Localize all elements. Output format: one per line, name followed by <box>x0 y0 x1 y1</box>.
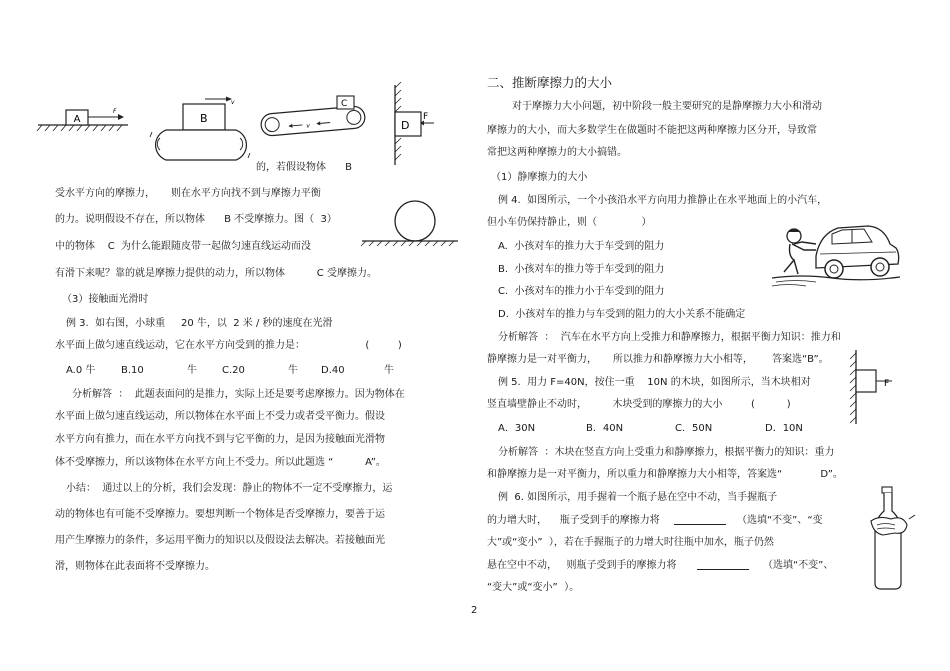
example-3-option-a: A.0 牛 <box>66 365 96 376</box>
block-a-label: A <box>73 114 81 125</box>
diagram-block-d <box>395 82 434 165</box>
block-c-label: C <box>341 99 348 109</box>
left-line-4: 中的物体 C 为什么能跟随皮带一起做匀速直线运动而没 <box>55 241 312 252</box>
block-d-label: D <box>401 119 410 132</box>
example-5-option-d: D．10N <box>765 423 803 434</box>
left-line-3: 的力。说明假设不存在，所以物体 B 不受摩擦力。图（ 3） <box>55 214 337 225</box>
example-6-blank-1-suffix: （选填“不变”、“变 <box>737 515 823 526</box>
example-5-analysis-1: 分析解答 ：木块在竖直方向上受重力和静摩擦力，根据平衡力的知识：重力 <box>498 447 835 458</box>
example-3-unit-b: 牛 <box>187 365 197 376</box>
example-4-option-a: A. 小孩对车的推力大于车受到的阻力 <box>498 241 665 252</box>
force-f-label: F <box>113 108 117 115</box>
block-against-wall-figure <box>848 348 908 428</box>
example-6-blank-1-prefix: 的力增大时， 瓶子受到手的摩擦力将 <box>487 515 660 526</box>
subheading-static-friction: （1）静摩擦力的大小 <box>491 172 588 183</box>
page-number: 2 <box>471 605 478 616</box>
intro-line-3: 常把这两种摩擦力的大小搞错。 <box>487 147 627 158</box>
example-5-question: 例 5. 用力 F=40N，按住一重 10N 的木块，如图所示，当木块相对 <box>498 377 811 388</box>
example-6-blank-2-suffix: （选填“不变”、 <box>763 560 834 571</box>
example-4-analysis-1: 分析解答 ： 汽车在水平方向上受推力和静摩擦力，根据平衡力知识：推力和 <box>498 332 841 343</box>
example-4-question: 例 4. 如图所示，一个小孩沿水平方向用力推静止在水平地面上的小汽车， <box>498 195 828 206</box>
velocity-v-label: v <box>231 99 235 106</box>
left-line-1: 的，若假设物体 B <box>256 162 352 173</box>
belt-velocity-label: v <box>306 122 311 130</box>
example-3-analysis-2: 水平面上做匀速直线运动，所以物体在水平面上不受力或者受平衡力。假设 <box>55 411 385 422</box>
example-3-unit-d: 牛 <box>384 365 394 376</box>
intro-line-1: 对于摩擦力大小问题，初中阶段一般主要研究的是静摩擦力大小和滑动 <box>512 101 822 112</box>
hand-holding-bottle-figure <box>865 485 915 595</box>
example-3-analysis-4: 体不受摩擦力，所以该物体在水平方向上不受力。所以此题选 “ A”。 <box>55 457 386 468</box>
example-5-option-a: A．30N <box>498 423 536 434</box>
example-5-option-c: C．50N <box>675 423 713 434</box>
diagram-block-b <box>150 97 250 161</box>
child-pushing-car-figure <box>772 214 902 294</box>
example-3-analysis-1: 分析解答 ： 此题表面问的是推力，实际上还是要考虑摩擦力。因为物体在 <box>72 389 405 400</box>
example-4-question-cont: 但小车仍保持静止，则（ ） <box>487 217 652 228</box>
answer-blank-2[interactable] <box>697 569 749 570</box>
left-line-5: 有滑下来呢？靠的就是摩擦力提供的动力，所以物体 C 受摩擦力。 <box>55 268 377 279</box>
example-4-option-c: C. 小孩对车的推力小于车受到的阻力 <box>498 286 665 297</box>
example-3-question-cont: 水平面上做匀速直线运动，它在水平方向受到的推力是： ( ) <box>55 340 402 351</box>
left-line-2: 受水平方向的摩擦力， 则在水平方向找不到与摩擦力平衡 <box>55 188 321 199</box>
answer-blank-1[interactable] <box>674 524 726 525</box>
force-f2-label: F <box>423 112 429 122</box>
block-b-label: B <box>200 112 208 125</box>
summary-line-2: 动的物体也有可能不受摩擦力。要想判断一个物体是否受摩擦力，要善于运 <box>55 509 385 520</box>
example-3-analysis-3: 水平方向有推力，而在水平方向找不到与它平衡的力，是因为接触面光滑物 <box>55 434 385 445</box>
example-6-line-5: “变大”或“变小” ）。 <box>487 582 580 593</box>
example-4-option-b: B. 小孩对车的推力等于车受到的阻力 <box>498 264 665 275</box>
left-subheading-smooth: （3）接触面光滑时 <box>62 294 149 305</box>
section-title: 二、推断摩擦力的大小 <box>487 75 613 90</box>
summary-line-3: 用产生摩擦力的条件，多运用平衡力的知识以及假设法去解决。若接触面光 <box>55 535 385 546</box>
example-5-force-label: F <box>884 379 890 389</box>
summary-line-4: 滑，则物体在此表面将不受摩擦力。 <box>55 561 215 572</box>
example-3-option-b: B.10 <box>121 365 144 376</box>
friction-diagrams-figure <box>0 0 470 170</box>
example-6-blank-2-prefix: 悬在空中不动， 则瓶子受到手的摩擦力将 <box>487 560 677 571</box>
example-3-option-d: D.40 <box>321 365 345 376</box>
example-5-option-b: B．40N <box>586 423 624 434</box>
example-3-question: 例 3. 如右图，小球重 20 牛，以 2 米 / 秒的速度在光滑 <box>66 318 333 329</box>
ball-on-surface-figure <box>350 195 460 255</box>
example-5-question-cont: 竖直墙壁静止不动时， 木块受到的摩擦力的大小 ( ) <box>487 399 791 410</box>
example-4-option-d: D. 小孩对车的推力与车受到的阻力的大小关系不能确定 <box>498 309 746 320</box>
example-4-analysis-2: 静摩擦力是一对平衡力， 所以推力和静摩擦力大小相等， 答案选“B”。 <box>487 354 829 365</box>
intro-line-2: 摩擦力的大小，而大多数学生在做题时不能把这两种摩擦力区分开，导致常 <box>487 125 817 136</box>
diagram-block-c <box>260 96 366 136</box>
diagram-block-a <box>37 108 128 131</box>
example-3-unit-c: 牛 <box>288 365 298 376</box>
example-6-line-3: 大”或“变小” ），若在手握瓶子的力增大时往瓶中加水，瓶子仍然 <box>487 537 774 548</box>
example-3-option-c: C.20 <box>222 365 245 376</box>
summary-line-1: 小结： 通过以上的分析，我们会发现：静止的物体不一定不受摩擦力，运 <box>66 483 393 494</box>
example-6-question: 例 6. 如图所示，用手握着一个瓶子悬在空中不动，当手握瓶子 <box>498 492 778 503</box>
example-5-analysis-2: 和静摩擦力是一对平衡力，所以重力和静摩擦力大小相等，答案选“ D”。 <box>487 469 843 480</box>
